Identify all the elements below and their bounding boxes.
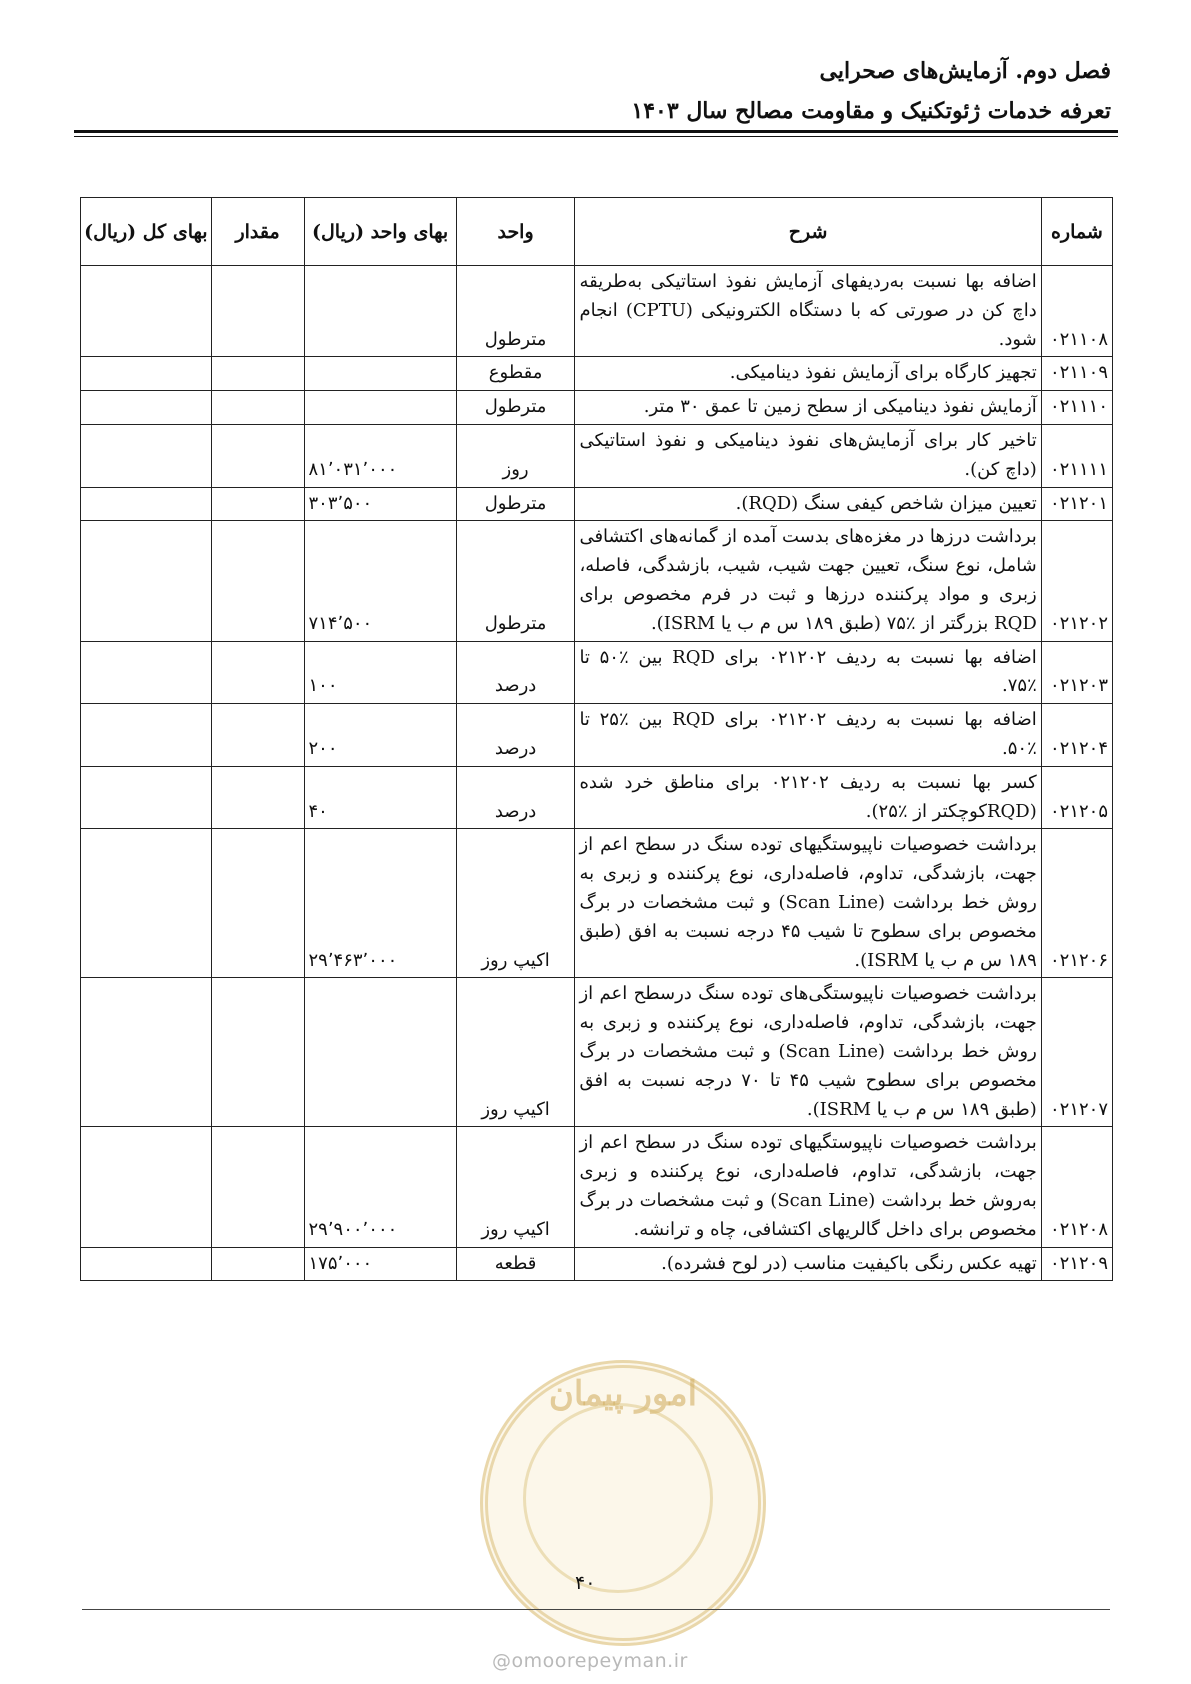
item-total xyxy=(81,424,212,487)
item-total xyxy=(81,1247,212,1281)
item-number: ۰۲۱۱۱۱ xyxy=(1041,424,1112,487)
item-unit: مقطوع xyxy=(456,357,575,391)
item-unit-price: ۴۰ xyxy=(304,766,456,829)
tariff-table xyxy=(80,197,1113,1281)
table-row xyxy=(81,641,1113,704)
item-unit-price: ۸۱٬۰۳۱٬۰۰۰ xyxy=(304,424,456,487)
item-quantity xyxy=(211,829,304,978)
item-number: ۰۲۱۱۰۸ xyxy=(1041,266,1112,357)
item-unit: درصد xyxy=(456,766,575,829)
watermark-seal-inner-ring xyxy=(523,1403,713,1593)
table-row xyxy=(81,487,1113,521)
table-row xyxy=(81,978,1113,1127)
item-quantity xyxy=(211,641,304,704)
item-number: ۰۲۱۲۰۳ xyxy=(1041,641,1112,704)
item-quantity xyxy=(211,1247,304,1281)
item-total xyxy=(81,641,212,704)
item-unit-price: ۲۰۰ xyxy=(304,704,456,767)
item-unit-price: ۲۹٬۹۰۰٬۰۰۰ xyxy=(304,1127,456,1247)
item-number: ۰۲۱۲۰۷ xyxy=(1041,978,1112,1127)
item-description: تعیین میزان شاخص کیفی سنگ (RQD). xyxy=(575,487,1041,521)
item-total xyxy=(81,704,212,767)
item-description: برداشت خصوصیات ناپیوستگیهای توده سنگ در سطح اعم از جهت، بازشدگی، تداوم، فاصله‌داری، نوع پرکننده و زبری به روش خط برداشت (Scan Line) و ثبت مشخصات در برگ مخصوص برای سطوح تا شیب ۴۵ درجه نسبت به افق (طبق ۱۸۹ س م ب یا ISRM). xyxy=(575,829,1041,978)
header-number: شماره xyxy=(1041,198,1112,266)
item-quantity xyxy=(211,487,304,521)
item-number: ۰۲۱۲۰۴ xyxy=(1041,704,1112,767)
header-total-price: بهای کل (ریال) xyxy=(81,198,212,266)
item-quantity xyxy=(211,978,304,1127)
item-quantity xyxy=(211,766,304,829)
item-total xyxy=(81,978,212,1127)
page-number: ۴۰ xyxy=(575,1572,596,1594)
item-quantity xyxy=(211,357,304,391)
watermark-seal xyxy=(480,1360,766,1646)
watermark-text: امور پیمان xyxy=(548,1374,698,1414)
item-number: ۰۲۱۲۰۹ xyxy=(1041,1247,1112,1281)
header-unit: واحد xyxy=(456,198,575,266)
chapter-title: فصل دوم. آزمایش‌های صحرایی xyxy=(819,58,1111,84)
footer-rule xyxy=(82,1609,1110,1610)
table-row xyxy=(81,391,1113,425)
item-description: کسر بها نسبت به ردیف ۰۲۱۲۰۲ برای مناطق خرد شده (RQDکوچکتر از ٪۲۵). xyxy=(575,766,1041,829)
item-quantity xyxy=(211,266,304,357)
item-total xyxy=(81,1127,212,1247)
item-unit: اکیپ روز xyxy=(456,829,575,978)
item-total xyxy=(81,766,212,829)
item-unit: مترطول xyxy=(456,521,575,641)
item-unit-price xyxy=(304,266,456,357)
item-total xyxy=(81,357,212,391)
item-description: تجهیز کارگاه برای آزمایش نفوذ دینامیکی. xyxy=(575,357,1041,391)
item-unit: درصد xyxy=(456,641,575,704)
item-unit-price: ۱۷۵٬۰۰۰ xyxy=(304,1247,456,1281)
item-quantity xyxy=(211,521,304,641)
header-description: شرح xyxy=(575,198,1041,266)
item-unit: مترطول xyxy=(456,487,575,521)
item-description: آزمایش نفوذ دینامیکی از سطح زمین تا عمق ۳۰ متر. xyxy=(575,391,1041,425)
item-unit-price: ۲۹٬۴۶۳٬۰۰۰ xyxy=(304,829,456,978)
item-quantity xyxy=(211,1127,304,1247)
table-row xyxy=(81,1127,1113,1247)
item-unit: روز xyxy=(456,424,575,487)
header-quantity: مقدار xyxy=(211,198,304,266)
item-unit-price xyxy=(304,978,456,1127)
table-header-row xyxy=(81,198,1113,266)
item-description: برداشت خصوصیات ناپیوستگیهای توده سنگ در سطح اعم از جهت، بازشدگی، تداوم، فاصله‌داری، نوع پرکننده و زبری به‌روش خط برداشت (Scan Line) و ثبت مشخصات در برگ مخصوص برای داخل گالریهای اکتشافی، چاه و ترانشه. xyxy=(575,1127,1041,1247)
item-number: ۰۲۱۲۰۲ xyxy=(1041,521,1112,641)
item-number: ۰۲۱۱۰۹ xyxy=(1041,357,1112,391)
item-quantity xyxy=(211,704,304,767)
table-row xyxy=(81,704,1113,767)
item-total xyxy=(81,829,212,978)
item-number: ۰۲۱۲۰۱ xyxy=(1041,487,1112,521)
item-description: تهیه عکس رنگی باکیفیت مناسب (در لوح فشرده). xyxy=(575,1247,1041,1281)
item-quantity xyxy=(211,424,304,487)
item-unit: مترطول xyxy=(456,266,575,357)
item-description: اضافه بها نسبت به‌ردیفهای آزمایش نفوذ استاتیکی به‌طریقه داچ کن در صورتی که با دستگاه الکترونیکی (CPTU) انجام شود. xyxy=(575,266,1041,357)
table-row xyxy=(81,266,1113,357)
item-unit-price: ۳۰۳٬۵۰۰ xyxy=(304,487,456,521)
header-rule-thin xyxy=(74,136,1118,137)
item-number: ۰۲۱۱۱۰ xyxy=(1041,391,1112,425)
item-description: برداشت خصوصیات ناپیوستگی‌های توده سنگ درسطح اعم از جهت، بازشدگی، تداوم، فاصله‌داری، نوع پرکننده و زبری به روش خط برداشت (Scan Line) و ثبت مشخصات در برگ مخصوص برای سطوح شیب ۴۵ تا ۷۰ درجه نسبت به افق (طبق ۱۸۹ س م ب یا ISRM). xyxy=(575,978,1041,1127)
item-unit-price xyxy=(304,357,456,391)
item-description: تاخیر کار برای آزمایش‌های نفوذ دینامیکی و نفوذ استاتیکی (داچ کن). xyxy=(575,424,1041,487)
item-quantity xyxy=(211,391,304,425)
header-rule-thick xyxy=(74,130,1118,133)
item-description: برداشت درزها در مغزه‌های بدست آمده از گمانه‌های اکتشافی شامل، نوع سنگ، تعیین جهت شیب، شیب، بازشدگی، فاصله، زبری و مواد پرکننده درزها و ثبت در فرم مخصوص برای RQD بزرگتر از ٪۷۵ (طبق ۱۸۹ س م ب یا ISRM). xyxy=(575,521,1041,641)
item-unit: درصد xyxy=(456,704,575,767)
item-total xyxy=(81,487,212,521)
item-total xyxy=(81,521,212,641)
item-unit-price: ۱۰۰ xyxy=(304,641,456,704)
item-description: اضافه بها نسبت به ردیف ۰۲۱۲۰۲ برای RQD بین ٪۵۰ تا ٪۷۵. xyxy=(575,641,1041,704)
item-unit-price xyxy=(304,391,456,425)
page-header xyxy=(631,58,1111,124)
item-unit: مترطول xyxy=(456,391,575,425)
table-row xyxy=(81,1247,1113,1281)
item-unit: اکیپ روز xyxy=(456,978,575,1127)
document-title: تعرفه خدمات ژئوتکنیک و مقاومت مصالح سال ۱۴۰۳ xyxy=(631,98,1111,124)
table-row xyxy=(81,357,1113,391)
header-unit-price: بهای واحد (ریال) xyxy=(304,198,456,266)
table-row xyxy=(81,521,1113,641)
website-watermark: @omoorepeyman.ir xyxy=(492,1650,688,1672)
item-description: اضافه بها نسبت به ردیف ۰۲۱۲۰۲ برای RQD بین ٪۲۵ تا ٪۵۰. xyxy=(575,704,1041,767)
table-row xyxy=(81,829,1113,978)
item-unit: اکیپ روز xyxy=(456,1127,575,1247)
item-total xyxy=(81,266,212,357)
item-number: ۰۲۱۲۰۶ xyxy=(1041,829,1112,978)
item-total xyxy=(81,391,212,425)
table-row xyxy=(81,424,1113,487)
item-unit-price: ۷۱۴٬۵۰۰ xyxy=(304,521,456,641)
item-number: ۰۲۱۲۰۵ xyxy=(1041,766,1112,829)
table-row xyxy=(81,766,1113,829)
item-number: ۰۲۱۲۰۸ xyxy=(1041,1127,1112,1247)
item-unit: قطعه xyxy=(456,1247,575,1281)
